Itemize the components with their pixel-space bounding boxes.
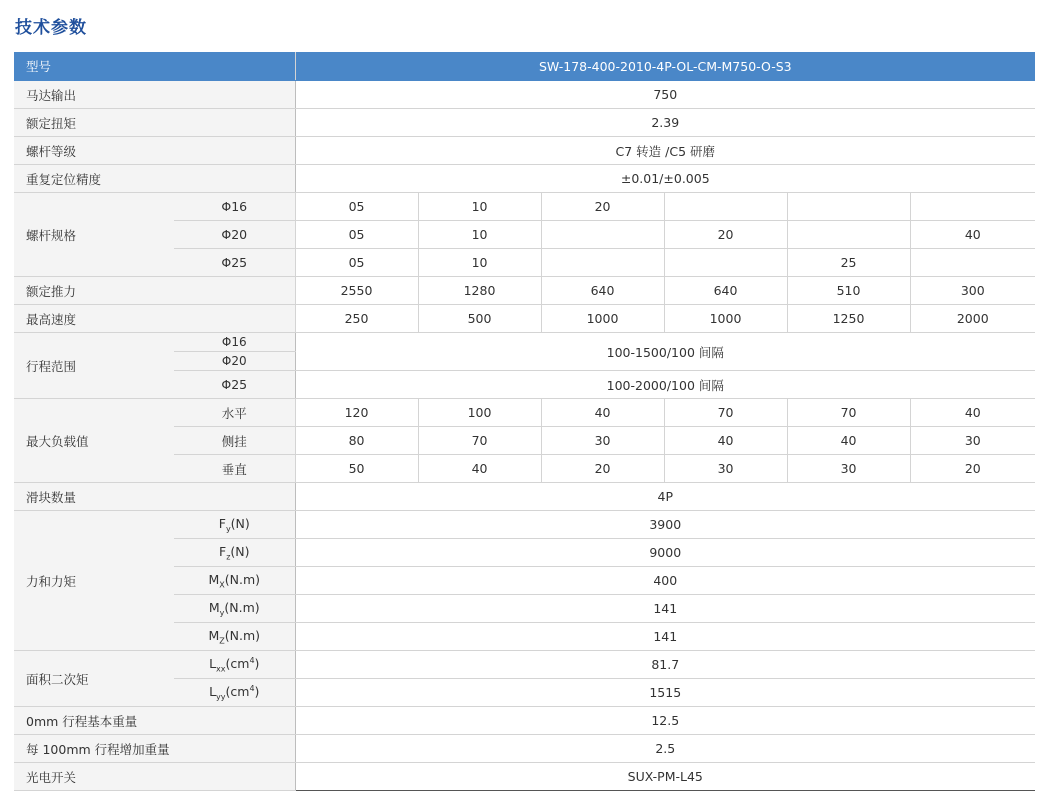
- table-row: [14, 165, 1035, 193]
- row-label: 0mm 行程基本重量: [14, 707, 295, 735]
- cell: 100: [418, 399, 541, 427]
- cell: 30: [541, 427, 664, 455]
- row-value: 141: [295, 595, 1035, 623]
- row-sublabel: [174, 595, 295, 623]
- symbol-base: M: [208, 571, 220, 587]
- symbol-subscript: y: [219, 608, 225, 618]
- row-sublabel: [174, 539, 295, 567]
- cell: 2000: [910, 305, 1035, 333]
- table-row: [14, 651, 1035, 679]
- row-value: 141: [295, 623, 1035, 651]
- row-sublabel: Φ16: [174, 333, 295, 352]
- screw-spec-label: 螺杆规格: [14, 193, 174, 277]
- load-label: 最大负载值: [14, 399, 174, 483]
- force-label: 力和力矩: [14, 511, 174, 651]
- cell: 70: [664, 399, 787, 427]
- table-row: [14, 333, 1035, 352]
- row-value: 9000: [295, 539, 1035, 567]
- symbol-unit: (N): [230, 543, 250, 559]
- cell: 10: [418, 221, 541, 249]
- cell: [910, 249, 1035, 277]
- cell: [910, 193, 1035, 221]
- symbol-subscript: X: [219, 580, 225, 590]
- row-sublabel: [174, 623, 295, 651]
- symbol-superscript: 4: [249, 683, 255, 693]
- symbol-subscript: Z: [219, 636, 225, 646]
- cell: 1000: [664, 305, 787, 333]
- cell: 1280: [418, 277, 541, 305]
- cell: 30: [664, 455, 787, 483]
- cell: 500: [418, 305, 541, 333]
- cell: 640: [664, 277, 787, 305]
- stroke-range-a: 100-1500/100 间隔: [295, 333, 1035, 371]
- model-label: 型号: [14, 52, 295, 81]
- cell: 300: [910, 277, 1035, 305]
- cell: 2550: [295, 277, 418, 305]
- row-sublabel: 垂直: [174, 455, 295, 483]
- row-sublabel: [174, 679, 295, 707]
- cell: 1000: [541, 305, 664, 333]
- cell: [787, 193, 910, 221]
- cell: 05: [295, 249, 418, 277]
- cell: 30: [910, 427, 1035, 455]
- row-value: 3900: [295, 511, 1035, 539]
- stroke-label: 行程范围: [14, 333, 174, 399]
- row-sublabel: Φ20: [174, 352, 295, 371]
- symbol-base: F: [219, 543, 227, 559]
- speed-label: 最高速度: [14, 305, 295, 333]
- cell: 05: [295, 193, 418, 221]
- cell: 05: [295, 221, 418, 249]
- cell: 40: [910, 399, 1035, 427]
- slider-value: 4P: [295, 483, 1035, 511]
- cell: 20: [910, 455, 1035, 483]
- cell: 40: [664, 427, 787, 455]
- table-row: [14, 193, 1035, 221]
- table-row: [14, 277, 1035, 305]
- symbol-unit: (cm: [225, 683, 250, 699]
- slider-label: 滑块数量: [14, 483, 295, 511]
- cell: 20: [541, 455, 664, 483]
- symbol-base: L: [209, 683, 217, 699]
- table-row: [14, 483, 1035, 511]
- symbol-unit: (N.m): [224, 599, 260, 615]
- inertia-label: 面积二次矩: [14, 651, 174, 707]
- symbol-subscript: xx: [216, 664, 226, 674]
- cell: 40: [418, 455, 541, 483]
- symbol-base: M: [208, 599, 220, 615]
- table-row: [14, 707, 1035, 735]
- row-value: 750: [295, 81, 1035, 109]
- row-value: 1515: [295, 679, 1035, 707]
- row-sublabel: Φ16: [174, 193, 295, 221]
- symbol-unit-close: ): [254, 655, 260, 671]
- symbol-base: F: [218, 515, 226, 531]
- page-title: 技术参数: [15, 18, 87, 38]
- row-value: 400: [295, 567, 1035, 595]
- row-label: 额定扭矩: [14, 109, 295, 137]
- row-label: 马达输出: [14, 81, 295, 109]
- table-row: [14, 735, 1035, 763]
- symbol-unit-close: ): [254, 683, 260, 699]
- row-sublabel: 侧挂: [174, 427, 295, 455]
- row-sublabel: [174, 511, 295, 539]
- cell: 40: [541, 399, 664, 427]
- symbol-unit: (N.m): [224, 627, 261, 643]
- table-header-row: [14, 52, 1035, 81]
- cell: 30: [787, 455, 910, 483]
- row-sublabel: Φ25: [174, 249, 295, 277]
- row-value: SUX-PM-L45: [295, 763, 1035, 791]
- cell: 250: [295, 305, 418, 333]
- table-row: [14, 81, 1035, 109]
- cell: 510: [787, 277, 910, 305]
- cell: [664, 249, 787, 277]
- row-sublabel: Φ20: [174, 221, 295, 249]
- symbol-subscript: yy: [216, 692, 226, 702]
- cell: 70: [418, 427, 541, 455]
- symbol-superscript: 4: [249, 655, 255, 665]
- cell: 50: [295, 455, 418, 483]
- symbol-unit: (N.m): [224, 571, 261, 587]
- symbol-subscript: y: [225, 524, 231, 534]
- cell: 80: [295, 427, 418, 455]
- row-label: 光电开关: [14, 763, 295, 791]
- cell: 640: [541, 277, 664, 305]
- spec-table: [14, 52, 1035, 791]
- row-value: 12.5: [295, 707, 1035, 735]
- table-row: [14, 137, 1035, 165]
- cell: 20: [541, 193, 664, 221]
- row-sublabel: Φ25: [174, 371, 295, 399]
- row-sublabel: [174, 567, 295, 595]
- cell: 40: [787, 427, 910, 455]
- row-value: 81.7: [295, 651, 1035, 679]
- symbol-base: L: [209, 655, 217, 671]
- cell: 40: [910, 221, 1035, 249]
- table-row: [14, 511, 1035, 539]
- row-value: 2.5: [295, 735, 1035, 763]
- symbol-subscript: z: [226, 552, 231, 562]
- row-value: 2.39: [295, 109, 1035, 137]
- symbol-base: M: [208, 627, 220, 643]
- cell: [787, 221, 910, 249]
- table-row: [14, 109, 1035, 137]
- row-value: C7 转造 /C5 研磨: [295, 137, 1035, 165]
- cell: 25: [787, 249, 910, 277]
- row-value: ±0.01/±0.005: [295, 165, 1035, 193]
- model-value: SW-178-400-2010-4P-OL-CM-M750-O-S3: [295, 52, 1035, 81]
- row-label: 每 100mm 行程增加重量: [14, 735, 295, 763]
- cell: [541, 249, 664, 277]
- cell: 1250: [787, 305, 910, 333]
- cell: 10: [418, 193, 541, 221]
- cell: 120: [295, 399, 418, 427]
- table-row: [14, 763, 1035, 791]
- cell: [541, 221, 664, 249]
- symbol-unit: (cm: [225, 655, 250, 671]
- cell: 10: [418, 249, 541, 277]
- stroke-range-b: 100-2000/100 间隔: [295, 371, 1035, 399]
- row-label: 螺杆等级: [14, 137, 295, 165]
- row-sublabel: [174, 651, 295, 679]
- table-row: [14, 305, 1035, 333]
- row-label: 重复定位精度: [14, 165, 295, 193]
- table-row: [14, 399, 1035, 427]
- cell: [664, 193, 787, 221]
- row-sublabel: 水平: [174, 399, 295, 427]
- cell: 20: [664, 221, 787, 249]
- cell: 70: [787, 399, 910, 427]
- thrust-label: 额定推力: [14, 277, 295, 305]
- symbol-unit: (N): [230, 515, 250, 531]
